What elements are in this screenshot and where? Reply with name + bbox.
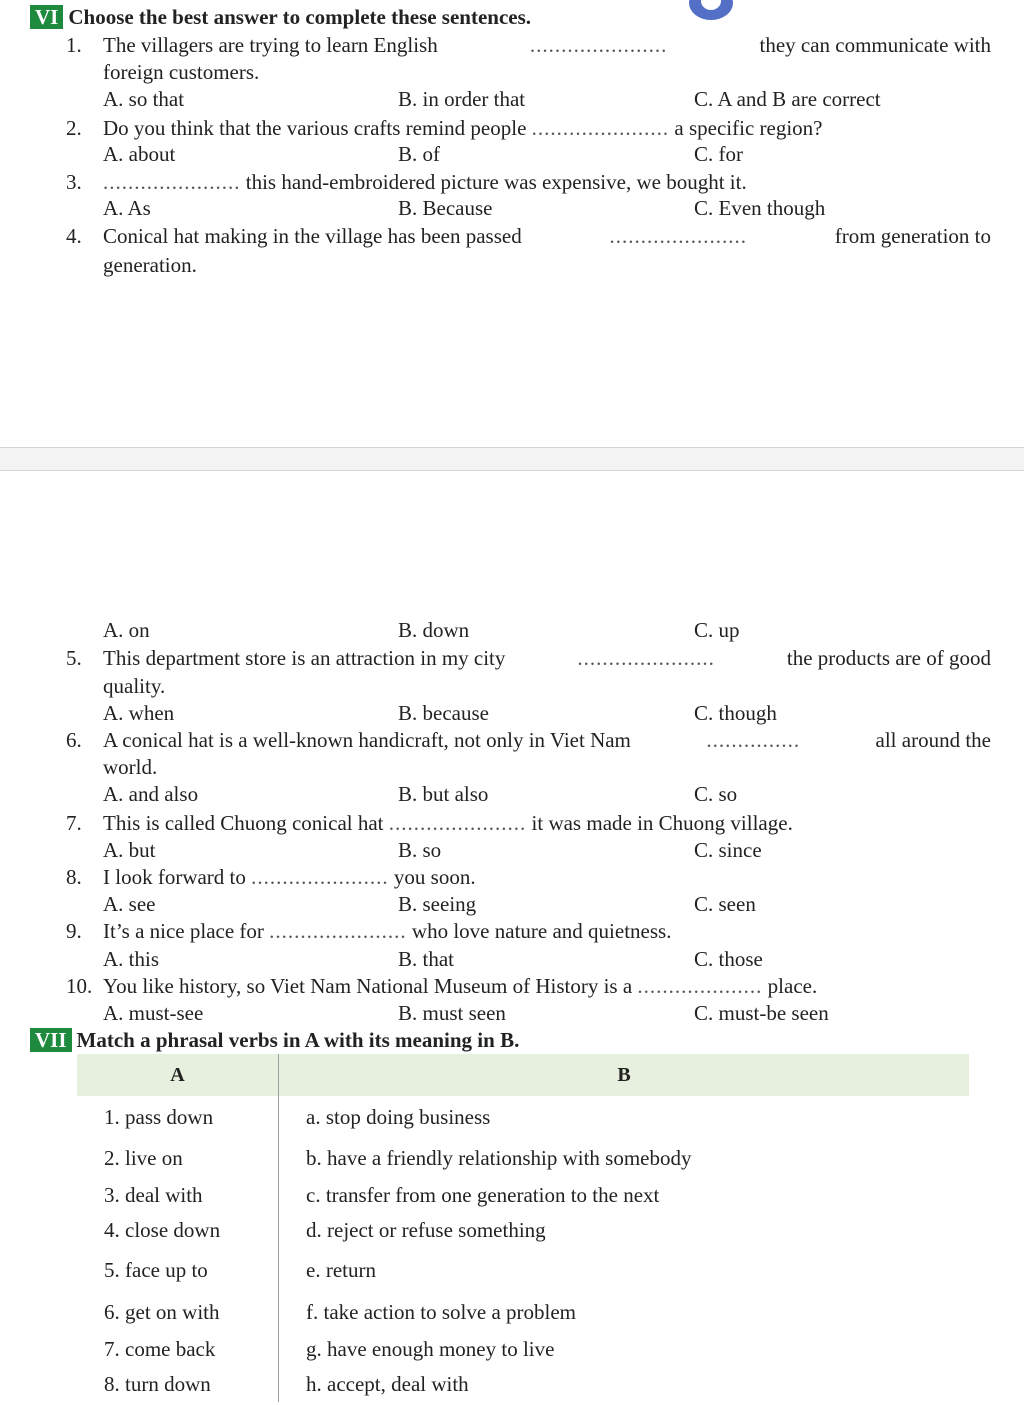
q6-option-b: B. but also <box>398 782 489 806</box>
meaning-cell: h. accept, deal with <box>306 1372 469 1396</box>
q6-line1 <box>103 727 991 753</box>
table-row <box>77 1332 969 1367</box>
phrasal-verb-cell: 3. deal with <box>77 1178 279 1213</box>
meaning-cell: e. return <box>306 1257 376 1282</box>
q9-option-a: A. this <box>103 947 160 971</box>
q2-line1 <box>103 115 823 141</box>
q9-option-c: C. those <box>694 947 763 971</box>
q1-option-c: C. A and B are correct <box>694 87 881 111</box>
q9-text-right: who love nature and quietness. <box>411 919 672 943</box>
q4-option-a: A. on <box>103 618 150 642</box>
top-circle-marker <box>689 0 733 20</box>
section7-heading <box>30 1027 519 1053</box>
q10-option-b: B. must seen <box>398 1001 506 1025</box>
q9-blank: ...................... <box>269 919 407 943</box>
q2-option-c: C. for <box>694 142 743 166</box>
q5-number: 5. <box>66 646 82 670</box>
meaning-cell: c. transfer from one generation to the next <box>306 1183 660 1207</box>
q7-number: 7. <box>66 811 82 835</box>
q1-line2: foreign customers. <box>103 60 260 84</box>
q2-option-b: B. of <box>398 142 440 166</box>
section7-badge: VII <box>30 1028 72 1052</box>
q4-line1 <box>103 223 991 249</box>
q8-option-c: C. seen <box>694 892 756 916</box>
q4-number: 4. <box>66 224 82 248</box>
phrasal-verb-cell: 6. get on with <box>77 1292 279 1332</box>
q4-text-right: from generation to <box>834 224 991 248</box>
meaning-cell: a. stop doing business <box>306 1104 491 1129</box>
q3-option-c: C. Even though <box>694 196 826 220</box>
q8-text-left: I look forward to <box>103 865 246 889</box>
q7-text-left: This is called Chuong conical hat <box>103 811 384 835</box>
meaning-cell: d. reject or refuse something <box>306 1218 546 1242</box>
column-b-header: B <box>279 1054 970 1096</box>
q2-text-left: Do you think that the various crafts remind people <box>103 116 527 140</box>
q8-line1 <box>103 864 476 890</box>
table-row <box>77 1367 969 1402</box>
q1-line1 <box>103 32 991 58</box>
q7-option-c: C. since <box>694 838 762 862</box>
q10-option-a: A. must-see <box>103 1001 204 1025</box>
q4-option-b: B. down <box>398 618 470 642</box>
q4-text-left: Conical hat making in the village has been passed <box>103 224 522 248</box>
q5-option-a: A. when <box>103 701 175 725</box>
q7-text-right: it was made in Chuong village. <box>531 811 793 835</box>
phrasal-verb-cell: 2. live on <box>77 1138 279 1178</box>
table-row <box>77 1138 969 1178</box>
q5-line1 <box>103 645 991 671</box>
q3-option-a: A. As <box>103 196 151 220</box>
q6-line2: world. <box>103 755 158 779</box>
q5-option-c: C. though <box>694 701 777 725</box>
meaning-cell: b. have a friendly relationship with somebody <box>306 1145 692 1170</box>
q10-blank: .................... <box>637 974 763 998</box>
phrasal-verb-cell: 4. close down <box>77 1213 279 1248</box>
q4-option-c: C. up <box>694 618 740 642</box>
q5-option-b: B. because <box>398 701 489 725</box>
q5-blank: ...................... <box>577 646 715 670</box>
phrasal-verb-cell: 7. come back <box>77 1332 279 1367</box>
phrasal-verb-cell: 1. pass down <box>77 1096 279 1138</box>
q2-option-a: A. about <box>103 142 176 166</box>
q6-number: 6. <box>66 728 82 752</box>
q10-option-c: C. must-be seen <box>694 1001 829 1025</box>
q10-text-left: You like history, so Viet Nam National Museum of History is a <box>103 974 633 998</box>
q8-text-right: you soon. <box>393 865 476 889</box>
q4-line2: generation. <box>103 253 197 277</box>
table-row <box>77 1292 969 1332</box>
page-break-divider <box>0 447 1024 471</box>
table-row <box>77 1178 969 1213</box>
column-a-header: A <box>77 1054 279 1096</box>
q3-line1 <box>103 169 747 195</box>
section6-title: Choose the best answer to complete these sentences. <box>68 5 532 29</box>
q9-number: 9. <box>66 919 82 943</box>
q5-text-right: the products are of good <box>786 646 991 670</box>
q7-option-a: A. but <box>103 838 156 862</box>
section6-badge: VI <box>30 5 63 29</box>
q6-option-a: A. and also <box>103 782 199 806</box>
q7-line1 <box>103 810 793 836</box>
q1-text-left: The villagers are trying to learn English <box>103 33 438 57</box>
table-header-row <box>77 1054 969 1096</box>
q3-number: 3. <box>66 170 82 194</box>
q6-text-left: A conical hat is a well-known handicraft, not only in Viet Nam <box>103 728 631 752</box>
q9-line1 <box>103 918 671 944</box>
q6-blank: ............... <box>706 728 801 752</box>
q1-option-a: A. so that <box>103 87 185 111</box>
meaning-cell: f. take action to solve a problem <box>306 1299 576 1324</box>
q8-blank: ...................... <box>251 865 389 889</box>
section6-heading <box>30 4 531 30</box>
q1-blank: ...................... <box>529 33 668 57</box>
table-row <box>77 1096 969 1138</box>
q1-number: 1. <box>66 33 82 57</box>
phrasal-verb-cell: 5. face up to <box>77 1248 279 1292</box>
q10-number: 10. <box>66 974 93 998</box>
q5-line2: quality. <box>103 674 166 698</box>
q8-option-b: B. seeing <box>398 892 477 916</box>
table-row <box>77 1213 969 1248</box>
q5-text-left: This department store is an attraction in my city <box>103 646 506 670</box>
q2-blank: ...................... <box>531 116 670 140</box>
q8-option-a: A. see <box>103 892 156 916</box>
q2-text-right: a specific region? <box>674 116 823 140</box>
q8-number: 8. <box>66 865 82 889</box>
phrasal-verb-cell: 8. turn down <box>77 1367 279 1402</box>
q6-text-right: all around the <box>875 728 991 752</box>
matching-table <box>77 1054 969 1402</box>
q3-text-right: this hand-embroidered picture was expensive, we bought it. <box>245 170 747 194</box>
q3-option-b: B. Because <box>398 196 493 220</box>
q1-option-b: B. in order that <box>398 87 526 111</box>
q6-option-c: C. so <box>694 782 738 806</box>
q10-line1 <box>103 973 817 999</box>
q2-number: 2. <box>66 116 82 140</box>
meaning-cell: g. have enough money to live <box>306 1337 555 1361</box>
q1-text-right: they can communicate with <box>759 33 991 57</box>
q4-blank: ...................... <box>609 224 747 248</box>
q3-blank: ...................... <box>103 170 241 194</box>
table-row <box>77 1248 969 1292</box>
q9-option-b: B. that <box>398 947 454 971</box>
q7-option-b: B. so <box>398 838 442 862</box>
q7-blank: ...................... <box>388 811 527 835</box>
section7-title: Match a phrasal verbs in A with its meaning in B. <box>76 1028 520 1052</box>
q10-text-right: place. <box>767 974 818 998</box>
q9-text-left: It’s a nice place for <box>103 919 264 943</box>
